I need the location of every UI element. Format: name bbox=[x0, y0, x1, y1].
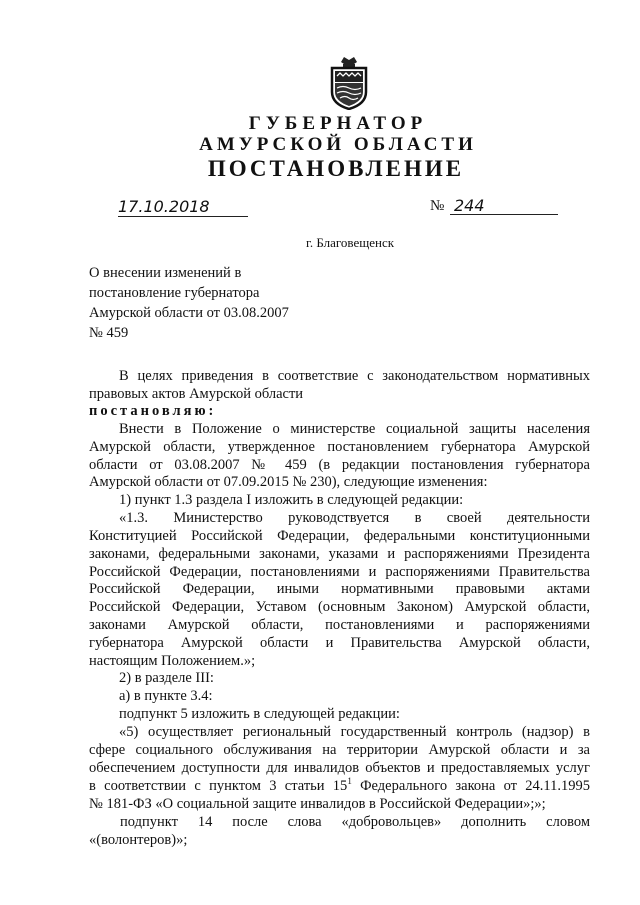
subject-line: постановление губернатора bbox=[89, 285, 260, 301]
subject-line: О внесении изменений в bbox=[89, 265, 242, 281]
superscript: 1 bbox=[347, 776, 352, 787]
body-line: правовых актов Амурской области bbox=[89, 386, 304, 402]
body-line: подпункт 5 изложить в следующей редакции: bbox=[119, 706, 400, 722]
subject-line: № 459 bbox=[89, 325, 129, 341]
body-line: сфере социального обслуживания на территории Амурской области и за bbox=[89, 742, 590, 758]
body-line: Российской Федерации, постановлениями и распоряжениями Правительства bbox=[89, 564, 590, 580]
body-line: Российской Федерации, Уставом (основным Законом) Амурской области, bbox=[89, 599, 590, 615]
body-line: законами, федеральными законами, указами и распоряжениями Президента bbox=[89, 546, 590, 562]
body-line: губернатора Амурской области и Правительства Амурской области, bbox=[89, 635, 590, 651]
body-line: обеспечением доступности для инвалидов объектов и предоставляемых услуг bbox=[89, 760, 590, 776]
body-line: 2) в разделе III: bbox=[119, 670, 214, 686]
body-line: настоящим Положением.»; bbox=[89, 653, 256, 669]
title-region: АМУРСКОЙ ОБЛАСТИ bbox=[199, 134, 477, 155]
city-label: г. Благовещенск bbox=[306, 235, 395, 250]
body-line: «(волонтеров)»; bbox=[89, 832, 188, 848]
body-line: 1) пункт 1.3 раздела I изложить в следующей редакции: bbox=[119, 492, 464, 508]
body-line bbox=[89, 777, 590, 795]
body-line: Внести в Положение о министерстве социальной защиты населения bbox=[119, 421, 590, 437]
document-date: 17.10.2018 bbox=[118, 197, 248, 217]
body-line: подпункт 14 после слова «добровольцев» дополнить словом bbox=[120, 814, 590, 830]
body-line: законами Амурской области, постановлениями и распоряжениями bbox=[89, 617, 590, 633]
number-label: № bbox=[430, 198, 445, 214]
body-line: В целях приведения в соответствие с законодательством нормативных bbox=[119, 368, 590, 384]
body-text: в соответствии с пунктом 3 статьи 15 bbox=[89, 778, 348, 794]
body-line: Конституцией Российской Федерации, федеральными конституционными bbox=[89, 528, 590, 544]
body-line: а) в пункте 3.4: bbox=[119, 688, 213, 704]
title-resolution: ПОСТАНОВЛЕНИЕ bbox=[207, 156, 465, 181]
body-line-decree: постановляю: bbox=[89, 403, 217, 419]
body-line: Российской Федерации, иными нормативными правовыми актами bbox=[89, 581, 590, 597]
subject-line: Амурской области от 03.08.2007 bbox=[89, 305, 289, 321]
body-line: «1.3. Министерство руководствуется в своей деятельности bbox=[119, 510, 590, 526]
body-line: № 181-ФЗ «О социальной защите инвалидов в Российской Федерации»;»; bbox=[89, 796, 546, 812]
body-text: Федерального закона от 24.11.1995 bbox=[351, 778, 590, 794]
document-number: 244 bbox=[450, 196, 558, 215]
body-line: «5) осуществляет региональный государственный контроль (надзор) в bbox=[119, 724, 590, 740]
body-line: области от 03.08.2007 № 459 (в редакции постановления губернатора bbox=[89, 457, 590, 473]
body-line: Амурской области от 07.09.2015 № 230), следующие изменения: bbox=[89, 474, 488, 490]
body-line: Амурской области, утвержденное постановлением губернатора Амурской bbox=[89, 439, 590, 455]
coat-of-arms-emblem bbox=[328, 56, 370, 110]
document-subject bbox=[89, 263, 289, 343]
title-governor: ГУБЕРНАТОР bbox=[248, 113, 428, 134]
